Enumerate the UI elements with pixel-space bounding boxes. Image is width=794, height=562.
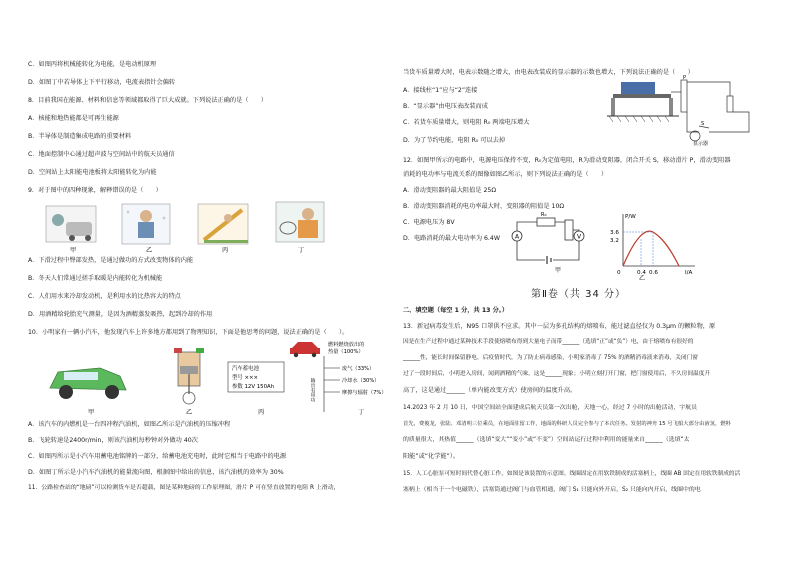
q8-option-d: D．空间站上太阳能电池板将太阳能转化为内能 [28, 169, 157, 176]
section-2-title: 第Ⅱ卷（共 34 分） [531, 289, 627, 300]
q9-option-c: C．人们用水来冷却发动机，是利用水的比热容大的特点 [28, 293, 181, 300]
q12-option-b: B．滑动变阻器消耗的电功率最大时，变阻器的阻值是 10Ω [403, 203, 565, 210]
svg-text:S: S [701, 121, 705, 127]
pic-label-yi: 乙 [146, 247, 153, 254]
picture-hand-rubbing [122, 204, 170, 244]
battery-line-1: 汽车蓄电池 [232, 366, 259, 372]
q14-line-1: 14.2023 年 2 月 10 日，中国空间站全面建成后航天员第一次出舱，天地一心，经过 7 小时的出舱活动，宇航员 [403, 405, 697, 411]
q11-option-c: C．若货车质量增大，则电阻 R₀ 两端电压增大 [403, 119, 530, 126]
circuit-label: 甲 [555, 267, 562, 274]
q10-option-c: C．如图丙所示是小汽车用蓄电池铭牌的一部分，给蓄电池充电时，此时它相当于电路中的电源 [28, 453, 287, 460]
sankey-friction: 摩擦与辐射（7%） [342, 390, 387, 396]
picture-car-engine [46, 206, 96, 242]
q8-option-c: C．地面控制中心通过超声波与空间站中的航天员通信 [28, 151, 175, 158]
sankey-title-2: 热量（100%） [328, 349, 364, 355]
q13-line-3: ______性，能长时间保留静电。后疫情时代，为了防止病毒感染，小明家消毒了 75% 的酒精消毒液来消毒，关闭门窗 [403, 355, 698, 361]
q9-pictures [28, 198, 328, 254]
q15-line-2: 塞柄上（相当于一个电磁铁），活塞筒通过阀门与血管相通，阀门 S₁ 只能向外开启，S₂ 只能向内开启，线圈中的电 [403, 487, 701, 493]
sankey-title-1: 燃料燃烧放出的 [328, 342, 365, 348]
q10-label-ding: 丁 [358, 409, 365, 416]
option-c-motor: C．如图丙将机械能转化为电能，是电动机原理 [28, 61, 157, 68]
y-axis-label: P/W [625, 214, 636, 220]
battery-line-3: 参数 12V 150Ah [232, 384, 275, 390]
display-label: 显示器 [693, 141, 709, 147]
power-curve [623, 231, 679, 266]
q11-continued: 当货车质量增大时，电表示数随之增大，由电表改装成的显示器的示数也增大，下列说法正确的是（ ） [403, 69, 694, 76]
svg-text:V: V [577, 233, 582, 241]
question-9: 9．对于图中的四种现象，解释错误的是（ ） [28, 187, 162, 194]
q11-option-a: A．接线柱“1”应与“2”连接 [403, 87, 478, 94]
pic-label-bing: 丙 [222, 247, 229, 254]
sankey-waste-gas: 废气（33%） [342, 366, 375, 372]
q13-line-4: 过了一段时间后，小明进入房间，闻到酒精的气味，这是______现象；小明立刻打开门窗，把门窗使用后，不久房间温度升 [403, 371, 711, 377]
y-tick-3-6: 3.6 [610, 230, 619, 236]
slider-p-label: P [683, 75, 687, 81]
svg-text:A: A [515, 233, 520, 241]
q9-option-d: D．用酒精给轮胎充气测量，是因为酒精蒸发吸热，起到冷却的作用 [28, 311, 213, 318]
q11-option-d: D．为了节约电能，电阻 R₀ 可以去掉 [403, 137, 506, 144]
sankey-useful-work: 输出有用功 [309, 378, 315, 402]
pic-label-jia: 甲 [70, 247, 77, 254]
battery-nameplate [228, 342, 320, 392]
q10-option-a: A．该汽车的内燃机是一台四冲程汽油机，如图乙所示是汽油机的压缩冲程 [28, 421, 231, 428]
q10-option-b: B．飞轮转速是2400r/min，则该汽油机每秒钟对外做功 40次 [28, 437, 198, 444]
y-tick-3-2: 3.2 [610, 238, 619, 244]
q14-line-3: 的质量很大，其热值______（选填“变大”“变小”或“不变”）空间站运行过程中利用的能量来自______（选填“太 [403, 437, 690, 443]
svg-text:R₀: R₀ [541, 212, 547, 218]
battery-line-2: 型号 ××× [232, 375, 259, 381]
q13-line-5: 高了，这是通过______（单内能改变方式）使房间的温度升高。 [403, 387, 577, 394]
q13-line-2: 因是在生产过程中通过某种技术手段使熔喷布得到大量电子而带______（选填“正”或“负”）电，由于熔喷布有很好的 [403, 339, 694, 345]
energy-flow-diagram [310, 340, 387, 412]
q14-line-2: 首先，费俊龙，张陆、邓清明三位乘员，在地面驻留工作，地面的科研人员完全参与了本次任务。发射的神舟 15 号飞船大部分由液氢，燃料 [403, 421, 731, 427]
q12-line-2: 消耗的电功率与电流关系的图像如图乙所示，则下列说法正确的是（ ） [403, 171, 608, 178]
q8-option-a: A．核能和地热能都是可再生能源 [28, 115, 119, 122]
q11-option-b: B．“显示器”由电压表改装而成 [403, 103, 488, 110]
green-car-image [50, 368, 126, 399]
question-12: 12．如图甲所示的电路中，电源电压保持不变，R₀为定值电阻，R为滑动变阻器，闭合开关 S，移动滑片 P，滑动变阻器 [403, 157, 731, 164]
sankey-cooling-water: 冷却水（30%） [342, 378, 380, 384]
x-tick-0: 0 [617, 270, 621, 276]
fill-in-heading: 二、填空题（每空 1 分，共 13 分。） [403, 307, 509, 314]
question-8: 8．目前我国在能源、材料和信息等领域都取得了巨大成就。下列说法正确的是（ ） [28, 97, 268, 104]
q10-option-d: D．如图丁所示是小汽车汽油机的能量流向图，根据图中给出的信息，该汽油机的效率为 30% [28, 469, 284, 476]
picture-slide [198, 204, 248, 244]
x-axis-label: I/A [685, 270, 693, 276]
q10-label-jia: 甲 [88, 409, 95, 416]
q10-label-yi: 乙 [186, 409, 193, 416]
q8-option-b: B．半导体是制造集成电路的重要材料 [28, 133, 132, 140]
q12-option-d: D．电路消耗的最大电功率为 6.4W [403, 235, 500, 242]
picture-driver [276, 202, 324, 242]
question-10: 10．小明家有一辆小汽车，他发现汽车上许多地方都用到了物理知识，下面是他思考的问题，说法正确的是（ ）。 [28, 329, 349, 336]
power-current-graph [609, 210, 699, 282]
option-d-ammeter: D．如图丁中若导体上下平行移动，电流表指针会偏转 [28, 79, 176, 86]
q9-option-a: A．下滑过程中臀部发热，是通过做功的方式改变物体的内能 [28, 257, 194, 264]
pic-label-ding: 丁 [298, 247, 305, 254]
q10-label-bing: 丙 [258, 409, 265, 416]
x-tick-0-4: 0.4 [637, 270, 646, 276]
q10-figures [28, 338, 393, 418]
q9-option-b: B．冬天人们常通过搓手取暖是内能转化为机械能 [28, 275, 163, 282]
x-tick-0-6: 0.6 [649, 270, 658, 276]
q15-line-1: 15．人工心脏泵可短时间代替心脏工作，如图是该装置的示意图。线圈固定在用软铁制成的活塞柄上，线圈 AB 固定在用软铁制成的活 [403, 471, 741, 477]
q12-option-a: A．滑动变阻器的最大阻值是 25Ω [403, 187, 497, 194]
q13-line-1: 13．新冠病毒发生后，N95 口罩供不应求。其中一层为多孔结构的熔喷布，能过滤直径仅为 0.3μm 的颗粒物，原 [403, 323, 716, 330]
q12-option-c: C．电源电压为 8V [403, 219, 455, 226]
question-11: 11．公路检查站的“地磅”可以检测货车是否超载，图是某种地磅的工作原理图，滑片 P 可在竖直放置的电阻 R 上滑动， [28, 485, 340, 491]
weighbridge-diagram [599, 76, 759, 146]
circuit-diagram-jia [507, 212, 607, 276]
engine-cylinder-diagram [174, 348, 204, 404]
q14-line-4: 阳能”或“化学能”）。 [403, 453, 460, 460]
graph-label: 乙 [639, 275, 646, 282]
